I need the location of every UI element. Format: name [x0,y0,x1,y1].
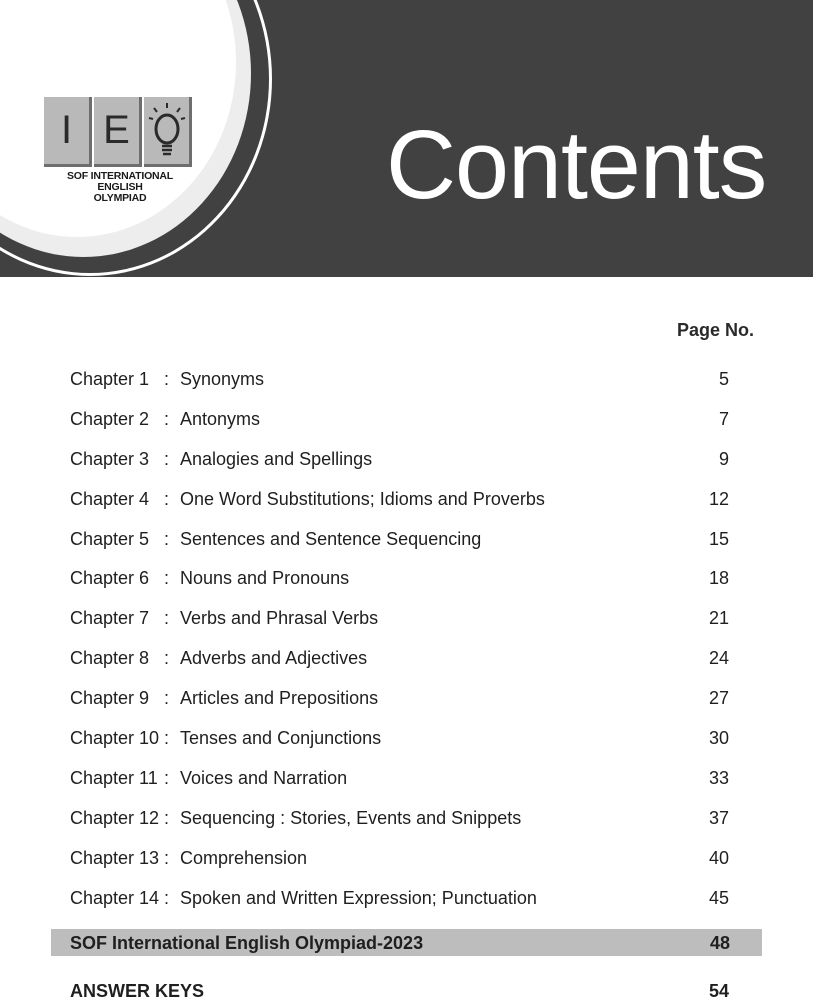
toc-row[interactable] [0,717,813,757]
chapter-label: Chapter 6 [70,568,150,589]
chapter-colon: : [164,728,170,749]
chapter-label: Chapter 11 [70,767,158,788]
chapter-title: Synonyms [180,369,265,389]
toc-row[interactable] [0,478,813,518]
logo-letter-e: E [103,108,130,152]
toc-row[interactable] [0,438,813,478]
sof-olympiad-row[interactable] [51,929,762,956]
logo-caption-line1: SOF INTERNATIONAL ENGLISH [66,170,174,193]
chapter-colon: : [164,847,170,868]
lightbulb-o-icon [147,101,187,161]
chapter-colon: : [164,608,170,629]
chapter-title: One Word Substitutions; Idioms and Proverbs [180,488,545,509]
chapter-colon: : [164,568,170,589]
answer-keys-row[interactable] [0,980,813,1004]
answer-keys-page: 54 [708,981,729,1001]
logo-tile-i [44,97,92,167]
chapter-title: Spoken and Written Expression; Punctuation [180,887,537,908]
ieo-logo [44,97,196,204]
chapter-colon: : [164,488,170,509]
logo-tiles [44,97,196,167]
chapter-label: Chapter 9 [70,688,150,709]
chapter-colon: : [164,369,170,389]
chapter-title: Antonyms [180,408,261,429]
logo-tile-e [94,97,142,167]
logo-letter-i: I [60,108,73,152]
toc-row[interactable] [0,877,813,917]
chapter-page-number: 40 [708,847,729,868]
chapter-title: Articles and Prepositions [180,688,379,709]
chapter-colon: : [164,528,170,549]
chapter-page-number: 21 [708,608,729,629]
chapter-page-number: 18 [708,568,729,589]
chapter-page-number: 37 [708,807,729,828]
chapter-colon: : [164,408,170,429]
chapter-title: Comprehension [180,847,308,868]
chapter-label: Chapter 4 [70,488,150,509]
chapter-colon: : [164,648,170,669]
chapter-title: Verbs and Phrasal Verbs [180,608,379,629]
chapter-title: Nouns and Pronouns [180,568,350,589]
toc-row[interactable] [0,597,813,637]
chapter-label: Chapter 5 [70,528,150,549]
chapter-colon: : [164,887,170,908]
chapter-page-number: 30 [708,728,729,749]
chapter-label: Chapter 13 [70,847,160,868]
toc-row[interactable] [0,557,813,597]
page-no-column-label: Page No. [676,320,754,340]
chapter-label: Chapter 14 [70,887,160,908]
chapter-label: Chapter 2 [70,408,150,429]
toc-row[interactable] [0,637,813,677]
answer-keys-title: ANSWER KEYS [70,981,205,1001]
logo-caption-line2: OLYMPIAD [93,192,147,204]
chapter-colon: : [164,688,170,709]
chapter-colon: : [164,807,170,828]
toc-row[interactable] [0,518,813,558]
chapter-colon: : [164,448,170,469]
toc-row[interactable] [0,757,813,797]
chapter-label: Chapter 1 [70,369,150,389]
chapter-page-number: 45 [708,887,729,908]
chapter-title: Sequencing : Stories, Events and Snippets [180,807,522,828]
chapter-page-number: 15 [708,528,729,549]
chapter-title: Tenses and Conjunctions [180,728,382,749]
toc-row[interactable] [0,837,813,877]
contents-header [0,0,813,277]
logo-caption [44,171,196,204]
toc-row[interactable] [0,358,813,398]
chapter-title: Analogies and Spellings [180,448,373,469]
chapter-page-number: 33 [708,767,729,788]
toc-row[interactable] [0,797,813,837]
chapter-label: Chapter 3 [70,448,150,469]
chapter-page-number: 12 [708,488,729,509]
chapter-page-number: 5 [718,369,729,389]
chapter-title: Voices and Narration [180,767,348,788]
chapter-title: Adverbs and Adjectives [180,648,368,669]
chapter-page-number: 9 [718,448,729,469]
chapter-title: Sentences and Sentence Sequencing [180,528,482,549]
chapter-page-number: 24 [708,648,729,669]
chapter-label: Chapter 10 [70,728,160,749]
chapter-label: Chapter 7 [70,608,150,629]
chapter-page-number: 7 [718,408,729,429]
logo-tile-o [144,97,192,167]
chapter-colon: : [164,767,170,788]
table-of-contents [0,358,813,916]
toc-row[interactable] [0,677,813,717]
toc-row[interactable] [0,398,813,438]
chapter-page-number: 27 [708,688,729,709]
chapter-label: Chapter 8 [70,648,150,669]
page-title: Contents [386,110,767,219]
sof-olympiad-page: 48 [709,933,730,953]
sof-olympiad-title: SOF International English Olympiad-2023 [70,933,424,953]
chapter-label: Chapter 12 [70,807,160,828]
